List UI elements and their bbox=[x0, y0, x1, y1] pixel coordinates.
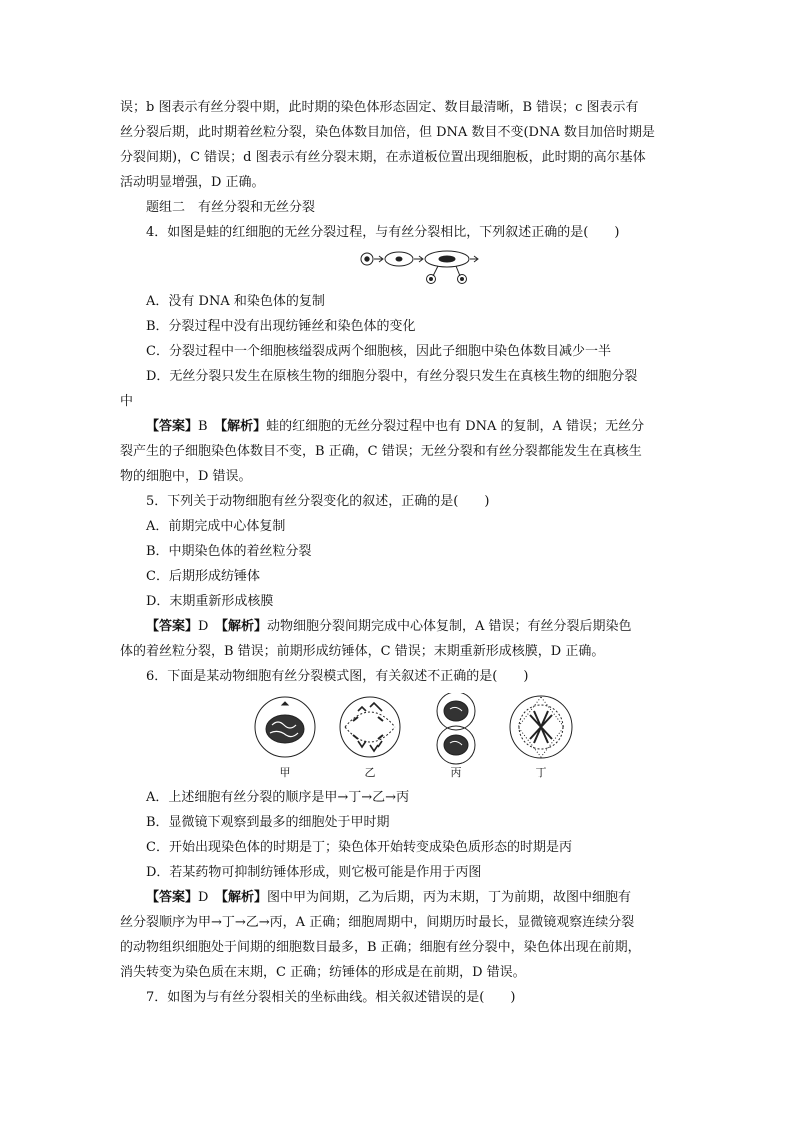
q5-analysis-line: 体的着丝粒分裂，B 错误；前期形成纺锤体，C 错误；末期重新形成核膜，D 正确。 bbox=[120, 644, 605, 659]
frog-rbc-amitosis-diagram bbox=[120, 246, 680, 286]
q6-option-d: D．若某药物可抑制纺锤体形成，则它极可能是作用于丙图 bbox=[146, 865, 482, 880]
q5-stem: 5．下列关于动物细胞有丝分裂变化的叙述，正确的是( ) bbox=[146, 494, 490, 509]
q6-analysis-line: 丝分裂顺序为甲→丁→乙→丙，A 正确；细胞周期中，间期历时最长，显微镜观察连续分裂 bbox=[120, 915, 635, 930]
q4-option-d: D．无丝分裂只发生在原核生物的细胞分裂中，有丝分裂只发生在真核生物的细胞分裂 bbox=[146, 369, 638, 384]
answer-value: D bbox=[198, 619, 209, 634]
answer-value: D bbox=[198, 890, 209, 905]
q4-analysis-line: 裂产生的子细胞染色体数目不变，B 正确，C 错误；无丝分裂和有丝分裂都能发生在真核生 bbox=[120, 444, 642, 459]
q4-answer bbox=[120, 414, 680, 439]
q4-option-c: C．分裂过程中一个细胞核缢裂成两个细胞核，因此子细胞中染色体数目减少一半 bbox=[146, 344, 611, 359]
text-line: 丝分裂后期，此时期着丝粒分裂，染色体数目加倍，但 DNA 数目不变(DNA 数目加倍时期是 bbox=[120, 125, 655, 140]
q5-answer bbox=[120, 614, 680, 639]
analysis-label: 【解析】 bbox=[221, 619, 267, 634]
answer-label: 【答案】 bbox=[146, 619, 199, 634]
text-line: 误；b 图表示有丝分裂中期，此时期的染色体形态固定、数目最清晰，B 错误；c 图表示有 bbox=[120, 100, 639, 115]
q5-option-a: A．前期完成中心体复制 bbox=[146, 519, 286, 534]
analysis-text: 蛙的红细胞的无丝分裂过程中也有 DNA 的复制，A 错误；无丝分 bbox=[266, 419, 645, 434]
analysis-label: 【解析】 bbox=[220, 419, 267, 434]
q4-analysis-line: 物的细胞中，D 错误。 bbox=[120, 469, 252, 484]
answer-value: B bbox=[198, 419, 208, 434]
q7-stem: 7．如图为与有丝分裂相关的坐标曲线。相关叙述错误的是( ) bbox=[146, 990, 516, 1005]
q5-option-c: C．后期形成纺锤体 bbox=[146, 569, 260, 584]
answer-label: 【答案】 bbox=[146, 890, 199, 905]
q6-option-c: C．开始出现染色体的时期是丁；染色体开始转变成染色质形态的时期是丙 bbox=[146, 840, 572, 855]
analysis-label: 【解析】 bbox=[221, 890, 267, 905]
analysis-text: 动物细胞分裂间期完成中心体复制，A 错误；有丝分裂后期染色 bbox=[266, 619, 632, 634]
q6-option-a: A．上述细胞有丝分裂的顺序是甲→丁→乙→丙 bbox=[146, 790, 410, 805]
text-line: 分裂间期)，C 错误；d 图表示有丝分裂末期，在赤道板位置出现细胞板，此时期的高尔基体 bbox=[120, 150, 646, 165]
mitosis-cells-diagram bbox=[120, 693, 680, 781]
page-content bbox=[120, 95, 680, 1010]
q6-option-b: B．显微镜下观察到最多的细胞处于甲时期 bbox=[146, 815, 390, 830]
analysis-text: 图中甲为间期，乙为后期，丙为末期，丁为前期，故图中细胞有 bbox=[266, 890, 631, 905]
q5-option-b: B．中期染色体的着丝粒分裂 bbox=[146, 544, 312, 559]
q4-option-d-continued: 中 bbox=[120, 394, 134, 409]
q4-figure bbox=[120, 246, 680, 286]
q4-option-b: B．分裂过程中没有出现纺锤丝和染色体的变化 bbox=[146, 319, 416, 334]
figure-label-ding: 丁 bbox=[535, 766, 547, 779]
section-title: 题组二 有丝分裂和无丝分裂 bbox=[146, 200, 316, 215]
q6-figure bbox=[120, 693, 680, 781]
q5-option-d: D．末期重新形成核膜 bbox=[146, 594, 274, 609]
text-line: 活动明显增强，D 正确。 bbox=[120, 175, 265, 190]
q6-answer bbox=[120, 885, 680, 910]
q6-analysis-line: 的动物组织细胞处于间期的细胞数目最多，B 正确；细胞有丝分裂中，染色体出现在前期， bbox=[120, 940, 641, 955]
figure-label-bing: 丙 bbox=[450, 766, 462, 779]
figure-label-jia: 甲 bbox=[279, 766, 291, 779]
q6-analysis-line: 消失转变为染色质在末期，C 正确；纺锤体的形成是在前期，D 错误。 bbox=[120, 965, 526, 980]
answer-label: 【答案】 bbox=[146, 419, 199, 434]
q4-option-a: A．没有 DNA 和染色体的复制 bbox=[146, 294, 325, 309]
q6-stem: 6．下面是某动物细胞有丝分裂模式图，有关叙述不正确的是( ) bbox=[146, 669, 529, 684]
figure-label-yi: 乙 bbox=[364, 766, 376, 779]
q4-stem: 4．如图是蛙的红细胞的无丝分裂过程，与有丝分裂相比，下列叙述正确的是( ) bbox=[146, 225, 620, 240]
